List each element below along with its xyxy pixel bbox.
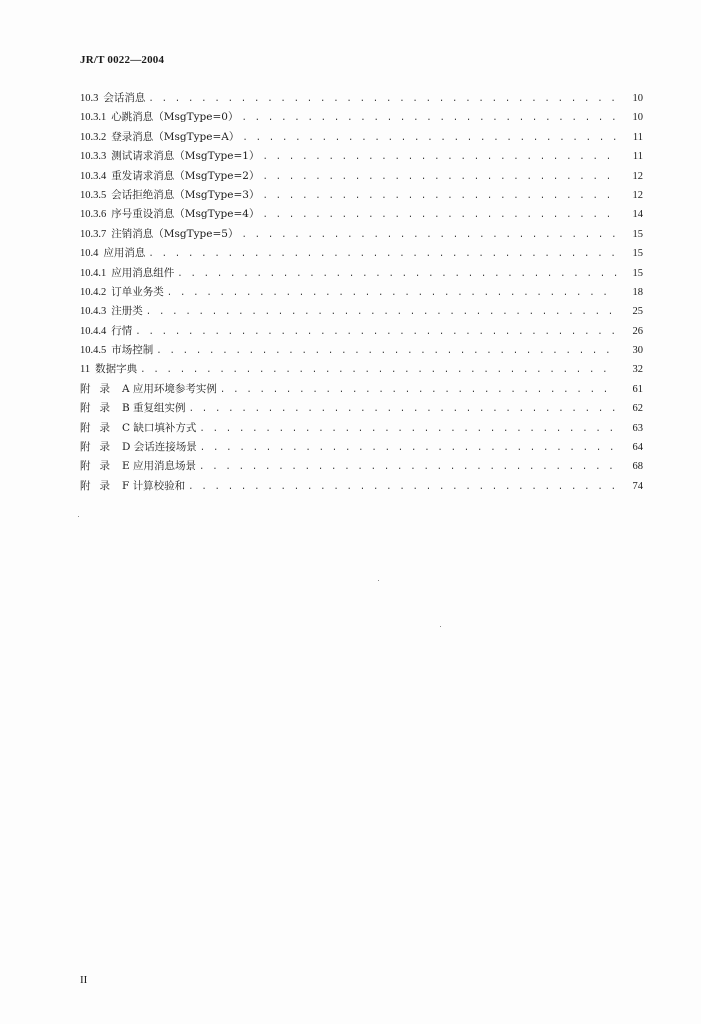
toc-entry-number: 10.4.1 bbox=[80, 267, 107, 279]
appendix-prefix: 附录 bbox=[80, 461, 119, 473]
toc-entry-label bbox=[80, 108, 241, 127]
toc-entry-number: 10.3.7 bbox=[80, 228, 107, 240]
toc-entry-title: 市场控制 bbox=[111, 344, 154, 357]
dot-leader bbox=[262, 168, 617, 187]
toc-entry-title: 数据字典 bbox=[95, 363, 138, 376]
toc-entry[interactable] bbox=[80, 322, 643, 341]
toc-entry-number: 10.4.4 bbox=[80, 325, 107, 337]
toc-entry-label bbox=[80, 380, 220, 399]
toc-entry-appendix[interactable] bbox=[80, 457, 643, 476]
toc-entry-label bbox=[80, 167, 262, 186]
toc-entry-title: 登录消息（MsgType=A） bbox=[111, 130, 240, 143]
toc-entry-title: F 计算校验和 bbox=[122, 479, 186, 492]
toc-entry-label bbox=[80, 244, 148, 263]
toc-entry-page: 32 bbox=[632, 364, 643, 376]
dot-leader bbox=[156, 342, 617, 361]
table-of-contents bbox=[80, 89, 643, 496]
toc-entry-page: 62 bbox=[632, 403, 643, 415]
toc-entry-page: 12 bbox=[632, 170, 643, 182]
toc-entry-page: 15 bbox=[632, 267, 643, 279]
toc-entry-page: 61 bbox=[632, 383, 643, 395]
dot-leader bbox=[241, 226, 617, 245]
toc-entry[interactable] bbox=[80, 89, 643, 108]
toc-entry[interactable] bbox=[80, 205, 643, 224]
toc-entry-label bbox=[80, 457, 199, 476]
toc-entry-number: 10.3.4 bbox=[80, 170, 107, 182]
dot-leader bbox=[148, 90, 617, 109]
toc-entry-appendix[interactable] bbox=[80, 438, 643, 457]
toc-entry-appendix[interactable] bbox=[80, 477, 643, 496]
appendix-prefix: 附录 bbox=[80, 442, 119, 454]
toc-entry-title: D 会话连接场景 bbox=[122, 441, 197, 454]
toc-entry[interactable] bbox=[80, 360, 643, 379]
toc-entry-page: 64 bbox=[632, 442, 643, 454]
scan-speck bbox=[378, 580, 379, 581]
toc-entry[interactable] bbox=[80, 108, 643, 127]
dot-leader bbox=[200, 439, 617, 458]
toc-entry-title: B 重复组实例 bbox=[122, 402, 186, 415]
dot-leader bbox=[177, 265, 617, 284]
toc-entry-label bbox=[80, 264, 177, 283]
toc-entry-page: 10 bbox=[632, 112, 643, 124]
toc-entry-title: 行情 bbox=[111, 324, 133, 337]
toc-entry[interactable] bbox=[80, 283, 643, 302]
toc-entry[interactable] bbox=[80, 128, 643, 147]
toc-entry-label bbox=[80, 322, 135, 341]
toc-entry[interactable] bbox=[80, 167, 643, 186]
toc-entry-number: 10.3.5 bbox=[80, 189, 107, 201]
toc-entry-title: 订单业务类 bbox=[111, 285, 164, 298]
toc-entry-title: A 应用环境参考实例 bbox=[122, 382, 217, 395]
toc-entry[interactable] bbox=[80, 341, 643, 360]
toc-entry-page: 25 bbox=[632, 306, 643, 318]
toc-entry-appendix[interactable] bbox=[80, 380, 643, 399]
dot-leader bbox=[262, 187, 617, 206]
toc-entry-number: 10.4.5 bbox=[80, 345, 107, 357]
toc-entry-page: 68 bbox=[632, 461, 643, 473]
dot-leader bbox=[242, 129, 617, 148]
toc-entry-number: 10.3.1 bbox=[80, 112, 107, 124]
toc-entry-label bbox=[80, 186, 262, 205]
toc-entry-label bbox=[80, 341, 156, 360]
toc-entry-title: 会话拒绝消息（MsgType=3） bbox=[111, 188, 260, 201]
toc-entry-number: 10.4 bbox=[80, 248, 99, 260]
toc-entry[interactable] bbox=[80, 225, 643, 244]
toc-entry-label bbox=[80, 399, 189, 418]
appendix-prefix: 附录 bbox=[80, 383, 119, 395]
toc-entry-title: 会话消息 bbox=[103, 92, 146, 104]
toc-entry-page: 15 bbox=[632, 248, 643, 260]
toc-entry-page: 11 bbox=[632, 151, 643, 163]
toc-entry-label bbox=[80, 147, 262, 166]
toc-entry-title: 序号重设消息（MsgType=4） bbox=[111, 208, 260, 221]
toc-entry-appendix[interactable] bbox=[80, 399, 643, 418]
dot-leader bbox=[148, 245, 617, 264]
toc-entry-page: 10 bbox=[632, 93, 643, 104]
dot-leader bbox=[220, 381, 617, 400]
page-number: II bbox=[80, 974, 88, 986]
appendix-prefix: 附录 bbox=[80, 403, 119, 415]
dot-leader bbox=[188, 478, 617, 497]
toc-entry-number: 11 bbox=[80, 364, 91, 376]
toc-entry-label bbox=[80, 360, 140, 379]
toc-entry[interactable] bbox=[80, 186, 643, 205]
toc-entry-title: E 应用消息场景 bbox=[122, 460, 197, 473]
toc-entry[interactable] bbox=[80, 302, 643, 321]
dot-leader bbox=[262, 206, 617, 225]
toc-entry-label bbox=[80, 302, 146, 321]
toc-entry-page: 11 bbox=[632, 131, 643, 143]
toc-entry-page: 14 bbox=[632, 209, 643, 221]
toc-entry-label bbox=[80, 225, 241, 244]
scan-speck bbox=[78, 516, 79, 517]
toc-entry-label bbox=[80, 283, 167, 302]
toc-entry-page: 18 bbox=[632, 286, 643, 298]
dot-leader bbox=[146, 303, 617, 322]
toc-entry-label bbox=[80, 419, 199, 438]
toc-entry-title: 心跳消息（MsgType=0） bbox=[111, 111, 239, 124]
toc-entry-title: 注册类 bbox=[111, 305, 143, 318]
toc-entry-page: 63 bbox=[632, 422, 643, 434]
toc-entry-appendix[interactable] bbox=[80, 419, 643, 438]
toc-entry-title: 注销消息（MsgType=5） bbox=[111, 227, 239, 240]
dot-leader bbox=[199, 458, 617, 477]
dot-leader bbox=[167, 284, 617, 303]
appendix-prefix: 附录 bbox=[80, 480, 119, 492]
standard-code-header: JR/T 0022—2004 bbox=[80, 54, 165, 66]
scan-speck bbox=[440, 626, 441, 627]
toc-entry-title: C 缺口填补方式 bbox=[122, 421, 197, 434]
toc-entry-page: 15 bbox=[632, 228, 643, 240]
toc-entry-title: 应用消息 bbox=[103, 247, 146, 260]
toc-entry-label bbox=[80, 438, 200, 457]
toc-entry-page: 26 bbox=[632, 325, 643, 337]
toc-entry-number: 10.3 bbox=[80, 93, 99, 104]
toc-entry-number: 10.3.2 bbox=[80, 131, 107, 143]
toc-entry-number: 10.4.3 bbox=[80, 306, 107, 318]
toc-entry-title: 应用消息组件 bbox=[111, 266, 175, 279]
toc-entry[interactable] bbox=[80, 147, 643, 166]
toc-entry-label bbox=[80, 477, 188, 496]
toc-entry-title: 重发请求消息（MsgType=2） bbox=[111, 169, 260, 182]
toc-entry[interactable] bbox=[80, 264, 643, 283]
toc-entry-page: 74 bbox=[632, 480, 643, 492]
toc-entry-number: 10.3.3 bbox=[80, 151, 107, 163]
toc-entry-number: 10.3.6 bbox=[80, 209, 107, 221]
dot-leader bbox=[262, 148, 617, 167]
dot-leader bbox=[140, 361, 617, 380]
dot-leader bbox=[199, 420, 617, 439]
toc-entry-title: 测试请求消息（MsgType=1） bbox=[111, 150, 260, 163]
toc-entry-label bbox=[80, 205, 262, 224]
toc-entry-number: 10.4.2 bbox=[80, 286, 107, 298]
toc-entry-label bbox=[80, 128, 242, 147]
toc-entry-page: 30 bbox=[632, 345, 643, 357]
toc-entry-page: 12 bbox=[632, 189, 643, 201]
appendix-prefix: 附录 bbox=[80, 422, 119, 434]
toc-entry[interactable] bbox=[80, 244, 643, 263]
toc-entry-label bbox=[80, 89, 148, 108]
dot-leader bbox=[189, 400, 617, 419]
dot-leader bbox=[135, 323, 617, 342]
dot-leader bbox=[241, 109, 617, 128]
